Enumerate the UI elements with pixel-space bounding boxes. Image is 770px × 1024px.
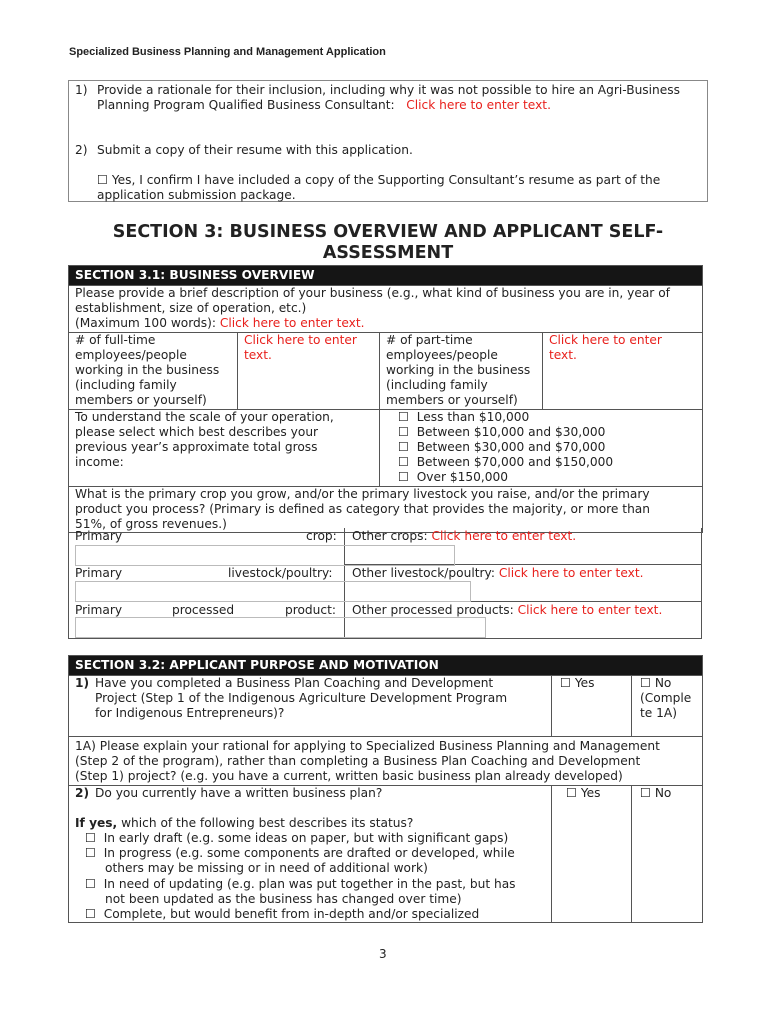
primary-livestock-label: Primary: [75, 566, 123, 580]
desc-line-3: (Maximum 100 words):: [75, 316, 216, 331]
income-option[interactable]: [398, 455, 702, 470]
primary-question-3: 51%, of gross revenues.): [75, 517, 227, 532]
primary-product-question-cell: [69, 486, 703, 533]
if-yes-label: If yes,: [75, 815, 118, 830]
rationale-text-field[interactable]: Click here to enter text.: [406, 98, 551, 112]
fulltime-field-line-1: Click here to enter: [244, 332, 357, 347]
checkbox-icon: ☐: [398, 409, 409, 424]
question-1-cell: [69, 676, 552, 737]
question-1-line-2: Project (Step 1 of the Indigenous Agriculture Development Program: [95, 691, 508, 706]
confirm-resume-label-2: application submission package.: [97, 188, 296, 202]
primary-livestock-input[interactable]: [75, 581, 471, 602]
status-label: In early draft (e.g. some ideas on paper, but with significant gaps): [103, 831, 509, 846]
income-question-cell: [69, 409, 380, 486]
q2-yes-option[interactable]: [552, 785, 632, 923]
parttime-field-line-1: Click here to enter: [549, 332, 662, 347]
parttime-label-cell: [380, 332, 543, 409]
item-1-number: 1): [75, 83, 88, 97]
status-option[interactable]: [85, 846, 551, 861]
no-label: No: [654, 676, 672, 690]
parttime-label-1: # of part-time: [386, 332, 473, 347]
item-2-text: Submit a copy of their resume with this application.: [97, 143, 413, 157]
status-label: In need of updating (e.g. plan was put together in the past, but has: [103, 876, 516, 891]
primary-question-2: product you process? (Primary is defined as category that provides the majority, or more than: [75, 501, 650, 516]
business-description-field[interactable]: Click here to enter text.: [219, 316, 365, 331]
income-question-4: income:: [75, 455, 124, 470]
section-3-2-heading: SECTION 3.2: APPLICANT PURPOSE AND MOTIVATION: [69, 656, 703, 676]
status-label: Complete, but would benefit from in-depth and/or specialized: [103, 907, 480, 922]
primary-crop-label-2: crop:: [306, 529, 337, 543]
yes-label: Yes: [574, 676, 595, 690]
other-crops-field[interactable]: Click here to enter text.: [431, 529, 577, 543]
no-label: No: [654, 785, 672, 800]
status-label-cont: not been updated as the business has changed over time): [105, 891, 462, 906]
checkbox-icon: ☐: [85, 831, 96, 846]
checkbox-icon: ☐: [398, 424, 409, 439]
fulltime-count-field[interactable]: [238, 332, 380, 409]
fulltime-label-3: working in the business: [75, 363, 220, 378]
checkbox-icon: ☐: [640, 785, 651, 800]
fulltime-label-2: employees/people: [75, 347, 187, 362]
fulltime-field-line-2: text.: [244, 347, 272, 362]
question-2-cell: [69, 785, 552, 923]
item-1-line-2: Planning Program Qualified Business Consultant:: [97, 98, 395, 112]
applicant-purpose-table: [68, 655, 703, 923]
parttime-label-3: working in the business: [386, 363, 531, 378]
parttime-field-line-2: text.: [549, 347, 577, 362]
income-question-3: previous year’s approximate total gross: [75, 440, 318, 455]
question-1a-line-3: (Step 1) project? (e.g. you have a current, written basic business plan already developed): [75, 769, 623, 784]
income-question-2: please select which best describes your: [75, 424, 319, 439]
status-option[interactable]: [85, 907, 551, 922]
parttime-label-4: (including family: [386, 378, 488, 393]
income-option[interactable]: [398, 470, 702, 485]
other-processed-field[interactable]: Click here to enter text.: [517, 603, 663, 617]
parttime-label-2: employees/people: [386, 347, 498, 362]
primary-question-1: What is the primary crop you grow, and/or the primary livestock you raise, and/or the primary: [75, 486, 650, 501]
checkbox-icon: ☐: [398, 455, 409, 470]
income-options-cell: [380, 409, 703, 486]
supporting-consultant-box: [68, 80, 708, 202]
checkbox-icon: ☐: [85, 907, 96, 922]
yes-label: Yes: [580, 785, 601, 800]
desc-line-2: establishment, size of operation, etc.): [75, 301, 307, 316]
document-header-title: Specialized Business Planning and Management Application: [69, 46, 386, 58]
item-1-line-1: Provide a rationale for their inclusion, including why it was not possible to hire an Agri-Business: [97, 83, 680, 97]
confirm-resume-label-1: Yes, I confirm I have included a copy of the Supporting Consultant’s resume as part of the: [111, 173, 661, 187]
other-livestock-label: Other livestock/poultry:: [352, 566, 495, 580]
fulltime-label-5: members or yourself): [75, 393, 207, 408]
fulltime-label-1: # of full-time: [75, 332, 156, 347]
status-label: In progress (e.g. some components are drafted or developed, while: [103, 846, 515, 861]
status-label-cont: others may be missing or in need of additional work): [105, 861, 428, 876]
parttime-label-5: members or yourself): [386, 393, 518, 408]
q2-no-option[interactable]: [632, 785, 703, 923]
if-yes-question: which of the following best describes its status?: [121, 815, 414, 830]
other-crops-label: Other crops:: [352, 529, 428, 543]
section-3-title: [68, 222, 708, 264]
no-note-line-1: (Comple: [640, 691, 692, 706]
section-3-title-line-1: SECTION 3: BUSINESS OVERVIEW AND APPLICANT SELF-: [112, 222, 664, 242]
business-description-cell: [69, 286, 703, 333]
primary-category-rows: [68, 528, 702, 639]
desc-line-1: Please provide a brief description of your business (e.g., what kind of business you are in, year of: [75, 286, 670, 300]
income-option-label: Between $10,000 and $30,000: [416, 424, 606, 439]
status-option[interactable]: [85, 831, 551, 846]
question-1a-cell: [69, 737, 703, 786]
section-3-1-heading: SECTION 3.1: BUSINESS OVERVIEW: [69, 266, 703, 286]
question-1a-line-1: 1A) Please explain your rational for applying to Specialized Business Planning and Management: [75, 739, 660, 753]
checkbox-icon: ☐: [566, 785, 577, 800]
income-question-1: To understand the scale of your operation,: [75, 409, 334, 424]
section-3-title-line-2: ASSESSMENT: [322, 243, 454, 263]
primary-processed-input[interactable]: [75, 617, 486, 638]
income-option-label: Over $150,000: [416, 470, 509, 485]
question-1-line-3: for Indigenous Entrepreneurs)?: [95, 706, 285, 721]
fulltime-label-4: (including family: [75, 378, 177, 393]
q1-yes-option[interactable]: [552, 676, 632, 737]
income-option[interactable]: [398, 425, 702, 440]
question-1-number: 1): [75, 676, 90, 690]
primary-processed-label-3: product:: [285, 603, 336, 617]
other-processed-label: Other processed products:: [352, 603, 514, 617]
income-option-label: Less than $10,000: [416, 409, 530, 424]
other-livestock-field[interactable]: Click here to enter text.: [498, 566, 644, 580]
income-option-label: Between $70,000 and $150,000: [416, 455, 614, 470]
primary-livestock-label-2: livestock/poultry:: [228, 566, 333, 580]
status-option[interactable]: [85, 877, 551, 892]
checkbox-icon: ☐: [640, 676, 651, 690]
question-1-line-1: Have you completed a Business Plan Coaching and Development: [95, 676, 494, 690]
income-option[interactable]: [398, 410, 702, 425]
checkbox-icon: ☐: [560, 676, 571, 690]
primary-crop-input[interactable]: [75, 545, 455, 566]
income-option-label: Between $30,000 and $70,000: [416, 440, 606, 455]
primary-crop-label: Primary: [75, 529, 123, 543]
parttime-count-field[interactable]: [543, 332, 703, 409]
checkbox-icon: ☐: [398, 440, 409, 455]
checkbox-icon: ☐: [85, 846, 96, 861]
question-2-text: Do you currently have a written business plan?: [95, 785, 383, 800]
question-2-number: 2): [75, 785, 90, 800]
checkbox-icon: ☐: [85, 876, 96, 891]
checkbox-icon: ☐: [398, 470, 409, 485]
item-2-number: 2): [75, 143, 88, 157]
confirm-resume-checkbox[interactable]: ☐: [97, 173, 108, 187]
primary-processed-label: Primary: [75, 603, 123, 617]
fulltime-label-cell: [69, 332, 238, 409]
q1-no-option[interactable]: [632, 676, 703, 737]
business-overview-table: [68, 265, 703, 533]
income-option[interactable]: [398, 440, 702, 455]
no-note-line-2: te 1A): [640, 706, 677, 721]
page-number: 3: [379, 947, 387, 961]
primary-processed-label-2: processed: [172, 603, 235, 617]
question-1a-line-2: (Step 2 of the program), rather than completing a Business Plan Coaching and Development: [75, 754, 641, 769]
